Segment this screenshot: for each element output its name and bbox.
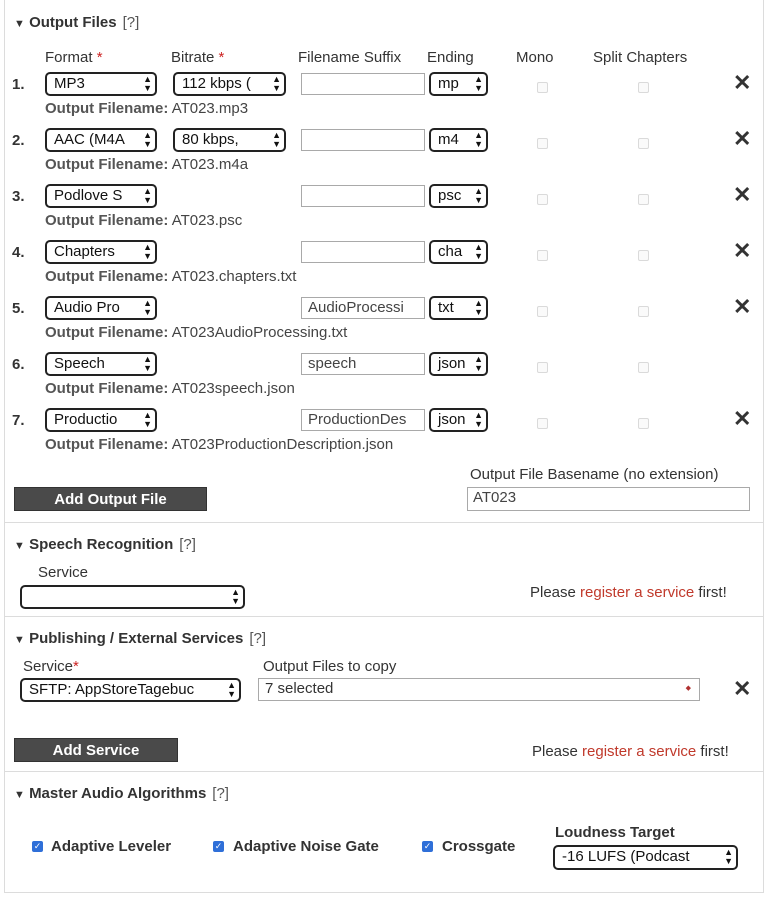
publishing-header[interactable]: [14, 630, 266, 647]
split-chapters-checkbox[interactable]: [638, 138, 649, 149]
row-number: 7.: [12, 412, 25, 429]
add-output-file-button[interactable]: Add Output File: [14, 487, 207, 511]
suffix-column-header: Filename Suffix: [298, 49, 402, 66]
crossgate-label: Crossgate: [442, 838, 516, 855]
ending-select[interactable]: m4 ▲ ▼: [429, 128, 488, 152]
select-arrows-icon: ▲ ▼: [474, 242, 483, 261]
ending-select[interactable]: json ▲ ▼: [429, 352, 488, 376]
bitrate-column-header: Bitrate *: [171, 49, 225, 66]
speech-recognition-title: Speech Recognition: [29, 536, 174, 553]
ending-select[interactable]: cha ▲ ▼: [429, 240, 488, 264]
mono-checkbox[interactable]: [537, 82, 548, 93]
select-arrows-icon: ▲ ▼: [474, 186, 483, 205]
master-audio-title: Master Audio Algorithms: [29, 785, 207, 802]
crossgate-checkbox[interactable]: ✓: [423, 841, 432, 851]
collapse-triangle-icon[interactable]: ▼: [14, 789, 25, 801]
select-arrows-icon: ▲ ▼: [143, 298, 152, 317]
publishing-service-label: Service*: [23, 658, 79, 675]
suffix-input[interactable]: AudioProcessi: [301, 297, 425, 319]
output-filename: Output Filename: AT023AudioProcessing.txt: [45, 324, 348, 341]
select-arrows-icon: ◆: [685, 685, 691, 692]
output-files-header[interactable]: [14, 14, 139, 31]
ending-column-header: Ending: [427, 49, 474, 66]
format-select[interactable]: Speech ▲ ▼: [45, 352, 157, 376]
speech-recognition-header[interactable]: [14, 536, 196, 553]
format-select[interactable]: Chapters ▲ ▼: [45, 240, 157, 264]
remove-row-close-icon[interactable]: ✕: [733, 406, 752, 431]
select-arrows-icon: ▲ ▼: [143, 242, 152, 261]
suffix-input[interactable]: [301, 185, 425, 207]
row-number: 2.: [12, 132, 25, 149]
remove-service-close-icon[interactable]: ✕: [733, 676, 752, 701]
select-arrows-icon: ▲ ▼: [474, 298, 483, 317]
split-chapters-checkbox[interactable]: [638, 418, 649, 429]
collapse-triangle-icon[interactable]: ▼: [14, 634, 25, 646]
row-number: 3.: [12, 188, 25, 205]
basename-input[interactable]: AT023: [467, 487, 750, 511]
master-help-link[interactable]: [?]: [212, 785, 229, 802]
mono-checkbox[interactable]: [537, 194, 548, 205]
format-select[interactable]: MP3 ▲ ▼: [45, 72, 157, 96]
format-select[interactable]: AAC (M4A ▲ ▼: [45, 128, 157, 152]
output-files-to-copy-label: Output Files to copy: [263, 658, 397, 675]
collapse-triangle-icon[interactable]: ▼: [14, 540, 25, 552]
bitrate-select[interactable]: 112 kbps ( ▲ ▼: [173, 72, 286, 96]
output-filename: Output Filename: AT023.m4a: [45, 156, 249, 173]
master-audio-header[interactable]: [14, 785, 229, 802]
speech-help-link[interactable]: [?]: [179, 536, 196, 553]
suffix-input[interactable]: speech: [301, 353, 425, 375]
ending-select[interactable]: json ▲ ▼: [429, 408, 488, 432]
section-divider: [4, 522, 763, 523]
section-divider: [4, 771, 763, 772]
speech-service-select[interactable]: [20, 585, 245, 609]
select-arrows-icon: ▲ ▼: [272, 130, 281, 149]
select-arrows-icon: ▲ ▼: [474, 410, 483, 429]
select-arrows-icon: ▲ ▼: [474, 354, 483, 373]
output-filename: Output Filename: AT023ProductionDescription.json: [45, 436, 394, 453]
collapse-triangle-icon[interactable]: ▼: [14, 18, 25, 30]
publishing-service-select[interactable]: SFTP: AppStoreTagebuc ▲ ▼: [20, 678, 241, 702]
ending-select[interactable]: mp ▲ ▼: [429, 72, 488, 96]
output-filename: Output Filename: AT023.mp3: [45, 100, 249, 117]
ending-select[interactable]: txt ▲ ▼: [429, 296, 488, 320]
mono-checkbox[interactable]: [537, 362, 548, 373]
select-arrows-icon: ▲ ▼: [474, 130, 483, 149]
output-filename: Output Filename: AT023speech.json: [45, 380, 295, 397]
remove-row-close-icon[interactable]: ✕: [733, 70, 752, 95]
select-arrows-icon: ▲ ▼: [724, 847, 733, 866]
row-number: 6.: [12, 356, 25, 373]
mono-checkbox[interactable]: [537, 138, 548, 149]
adaptive-noise-gate-checkbox[interactable]: ✓: [214, 841, 223, 851]
suffix-input[interactable]: [301, 241, 425, 263]
split-chapters-checkbox[interactable]: [638, 250, 649, 261]
mono-checkbox[interactable]: [537, 418, 548, 429]
add-service-button[interactable]: Add Service: [14, 738, 178, 762]
remove-row-close-icon[interactable]: ✕: [733, 238, 752, 263]
suffix-input[interactable]: ProductionDes: [301, 409, 425, 431]
split-chapters-checkbox[interactable]: [638, 82, 649, 93]
select-arrows-icon: ▲ ▼: [227, 680, 236, 699]
remove-row-close-icon[interactable]: ✕: [733, 294, 752, 319]
select-arrows-icon: ▲ ▼: [474, 74, 483, 93]
format-column-header: Format *: [45, 49, 103, 66]
select-arrows-icon: ▲ ▼: [231, 587, 240, 606]
split-chapters-column-header: Split Chapters: [593, 49, 688, 66]
mono-checkbox[interactable]: [537, 306, 548, 317]
format-select[interactable]: Productio ▲ ▼: [45, 408, 157, 432]
suffix-input[interactable]: [301, 129, 425, 151]
select-arrows-icon: ▲ ▼: [143, 410, 152, 429]
select-arrows-icon: ▲ ▼: [272, 74, 281, 93]
publishing-help-link[interactable]: [?]: [249, 630, 266, 647]
mono-checkbox[interactable]: [537, 250, 548, 261]
register-service-link[interactable]: register a service: [580, 584, 695, 601]
remove-row-close-icon[interactable]: ✕: [733, 182, 752, 207]
bitrate-select[interactable]: 80 kbps, ▲ ▼: [173, 128, 286, 152]
row-number: 4.: [12, 244, 25, 261]
adaptive-noise-gate-label: Adaptive Noise Gate: [233, 838, 379, 855]
output-files-help-link[interactable]: [?]: [122, 14, 140, 31]
ending-select[interactable]: psc ▲ ▼: [429, 184, 488, 208]
remove-row-close-icon[interactable]: ✕: [733, 126, 752, 151]
output-filename: Output Filename: AT023.chapters.txt: [45, 268, 297, 285]
loudness-target-label: Loudness Target: [555, 824, 675, 841]
adaptive-leveler-label: Adaptive Leveler: [51, 838, 172, 855]
publishing-register-notice: Please register a service first!: [532, 743, 729, 760]
select-arrows-icon: ▲ ▼: [143, 354, 152, 373]
row-number: 5.: [12, 300, 25, 317]
speech-service-label: Service: [38, 564, 89, 581]
select-arrows-icon: ▲ ▼: [143, 186, 152, 205]
loudness-target-select[interactable]: -16 LUFS (Podcast ▲ ▼: [553, 845, 738, 870]
format-select[interactable]: Audio Pro ▲ ▼: [45, 296, 157, 320]
format-select[interactable]: Podlove S ▲ ▼: [45, 184, 157, 208]
suffix-input[interactable]: [301, 73, 425, 95]
output-filename: Output Filename: AT023.psc: [45, 212, 243, 229]
basename-label: Output File Basename (no extension): [470, 466, 719, 483]
split-chapters-checkbox[interactable]: [638, 194, 649, 205]
publishing-title: Publishing / External Services: [29, 630, 244, 647]
speech-register-notice: Please register a service first!: [530, 584, 727, 601]
mono-column-header: Mono: [516, 49, 554, 66]
register-service-link[interactable]: register a service: [582, 743, 697, 760]
select-arrows-icon: ▲ ▼: [143, 130, 152, 149]
row-number: 1.: [12, 76, 25, 93]
adaptive-leveler-checkbox[interactable]: ✓: [33, 841, 42, 851]
split-chapters-checkbox[interactable]: [638, 362, 649, 373]
select-arrows-icon: ▲ ▼: [143, 74, 152, 93]
split-chapters-checkbox[interactable]: [638, 306, 649, 317]
output-files-to-copy-select[interactable]: 7 selected ◆: [258, 678, 700, 701]
output-files-title: Output Files: [29, 14, 117, 31]
section-divider: [4, 616, 763, 617]
